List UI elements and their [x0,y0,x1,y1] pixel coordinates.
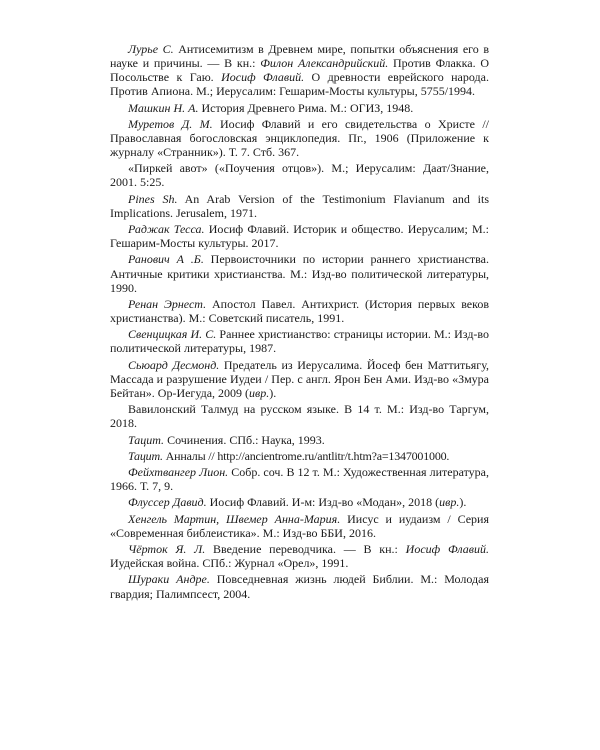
bibliography-list [110,42,489,601]
entry-text: Антисемитизм в Древнем мире, попытки объяснения его в науке и причины. — В кн.: [110,42,489,71]
entry-author: Раджак Тесса. [128,222,205,237]
entry-text: An Arab Version of the Testimonium Flavianum and its Implications. Jerusalem, 1971. [110,191,489,220]
entry-author: Ранович А .Б. [128,252,204,267]
entry-text: «Пиркей авот» («Поучения отцов»). М.; Иерусалим: Даат/Знание, 2001. 5:25. [110,161,489,190]
bibliography-entry [110,449,489,463]
entry-text: Иосиф Флавий. И-м: Изд-во «Модан», 2018 ( [206,495,440,510]
bibliography-entry [110,402,489,430]
entry-italic: ивр. [249,385,270,400]
entry-text: Повседневная жизнь людей Библии. М.: Молодая гвардия; Палимпсест, 2004. [110,572,489,601]
entry-text: Иосиф Флавий и его свидетельства о Христе // Православная богословская энциклопедия. Пг., 1906 (Приложение к журналу «Странник»). Т. 7. Стб. 367. [110,116,490,160]
entry-italic-2: Иосиф Флавий. [221,70,305,85]
bibliography-entry [110,42,489,98]
entry-text: Иосиф Флавий. Историк и общество. Иерусалим; М.: Гешарим-Мосты культуры. 2017. [110,222,490,251]
entry-text: История Древнего Рима. М.: ОГИЗ, 1948. [198,100,414,115]
entry-text-rest-2: О древности еврейского народа. Против Апиона. М.; Иерусалим: Гешарим-Мосты культуры, 5755/1994. [110,70,489,99]
bibliography-entry [110,358,489,400]
entry-text: Предатель из Иерусалима. Йосеф бен Маттитьягу, Массада и разрушение Иудеи / Пер. с англ. Ярон Бен Ами. Изд-во «Змура Бейтан». Ор-Иегуда, 2009 ( [110,357,489,400]
bibliography-entry [110,297,489,325]
bibliography-entry [110,542,489,570]
entry-author: Pines Sh. [128,191,178,206]
bibliography-entry [110,572,489,600]
entry-author: Лурье С. [128,42,174,56]
bibliography-entry [110,433,489,447]
entry-author: Ренан Эрнест. [128,296,207,311]
entry-text: Вавилонский Талмуд на русском языке. В 14 т. М.: Изд-во Таргум, 2018. [110,402,489,431]
entry-text-rest: Иудейская война. СПб.: Журнал «Орел», 1991. [110,556,349,571]
bibliography-entry [110,161,489,189]
entry-italic: Иосиф Флавий. [405,542,490,557]
bibliography-entry [110,327,489,355]
entry-italic: Филон Александрийский. [260,56,389,71]
entry-author: Сьюард Десмонд. [128,357,220,372]
entry-author: Тацит. [128,432,165,447]
entry-author: Хенгель Мартин, Швемер Анна-Мария. [128,511,341,526]
entry-author: Свенцицкая И. С. [128,327,217,342]
bibliography-entry [110,465,489,493]
entry-text: Введение переводчика. — В кн.: [205,542,406,557]
entry-italic: ивр. [439,495,460,510]
entry-author: Чёрток Я. Л. [128,542,206,557]
entry-text: Первоисточники по истории раннего христианства. Античные критики христианства. М.: Изд-во политической литературы, 1990. [110,252,490,295]
entry-text: Иисус и иудаизм / Серия «Современная библеистика». М.: Изд-во ББИ, 2016. [110,511,489,540]
entry-author: Шураки Андре. [128,572,210,587]
entry-author: Муретов Д. М. [128,116,213,131]
entry-text: Апостол Павел. Антихрист. (История первых веков христианства). М.: Советский писатель, 1991. [110,296,489,325]
bibliography-entry [110,222,489,250]
entry-text: Раннее христианство: страницы истории. М.: Изд-во политической литературы, 1987. [110,327,489,356]
bibliography-entry [110,495,489,509]
entry-text: Анналы // http://ancientrome.ru/antlitr/t.htm?a=1347001000. [162,448,450,463]
entry-text-rest: ). [269,385,277,400]
bibliography-entry [110,512,489,540]
bibliography-entry [110,192,489,220]
entry-text: Сочинения. СПб.: Наука, 1993. [164,432,325,447]
entry-author: Машкин Н. А. [128,100,199,115]
entry-author: Тацит. [128,448,163,463]
entry-text: Собр. соч. В 12 т. М.: Художественная литература, 1966. Т. 7, 9. [110,465,489,494]
bibliography-entry [110,101,489,115]
bibliography-entry [110,117,489,159]
entry-author: Фейхтвангер Лион. [128,465,229,480]
entry-text-rest: ). [459,495,467,510]
entry-author: Флуссер Давид. [128,495,207,510]
bibliography-entry [110,252,489,294]
entry-text-rest: Против Флакка. О Посольстве к Гаю. [110,56,489,85]
